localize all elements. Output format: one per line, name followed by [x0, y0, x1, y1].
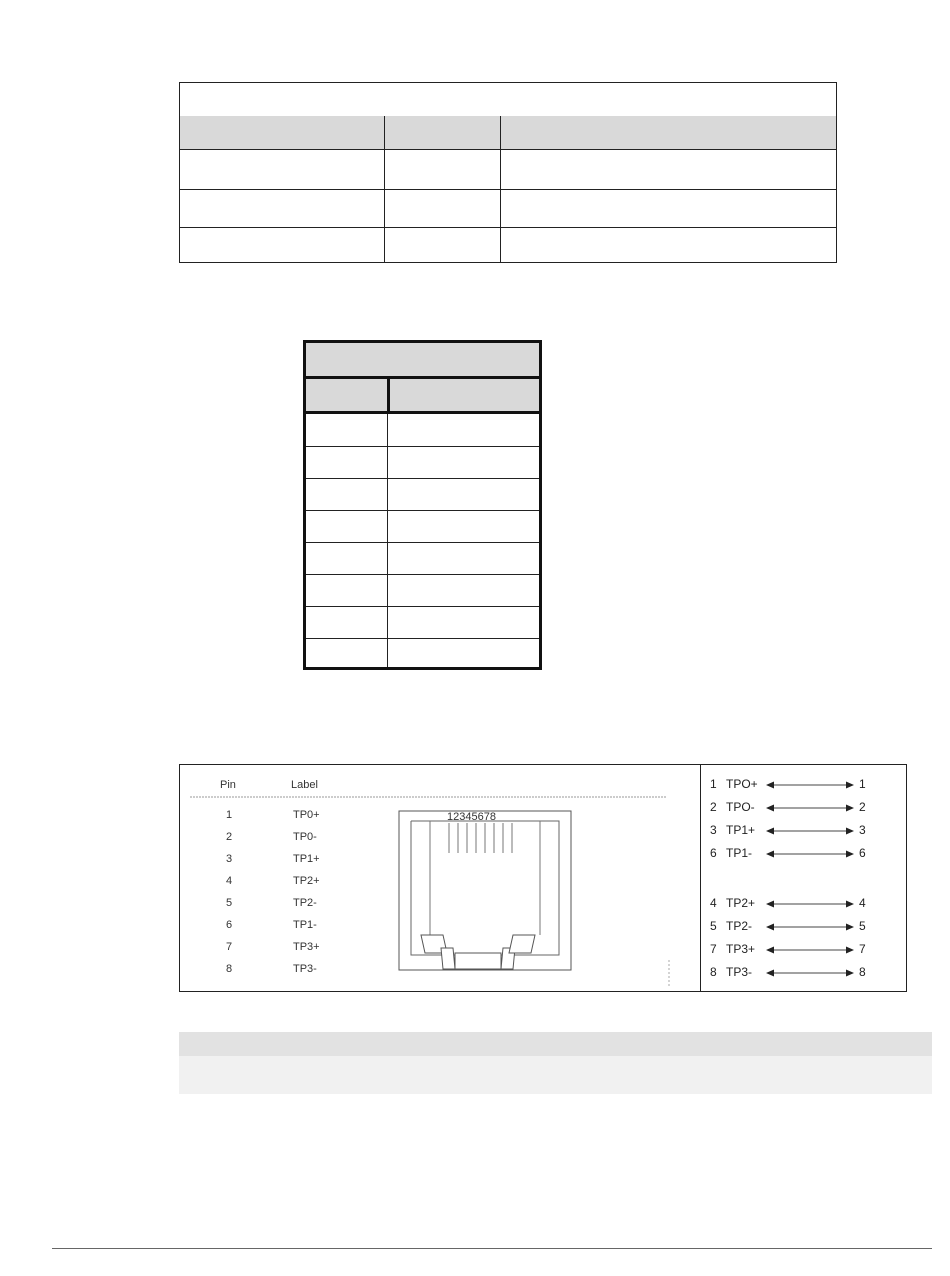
- wire-signal-label: TP1+: [726, 823, 756, 837]
- table-one-row-divider: [180, 189, 836, 190]
- wire-signal-label: TP1-: [726, 846, 753, 860]
- header-underline: [190, 795, 670, 799]
- table-two: [303, 340, 542, 670]
- wire-right-pin: 2: [859, 800, 866, 814]
- wire-right-pin: 3: [859, 823, 866, 837]
- wire-left-pin: 4: [710, 896, 717, 910]
- pin-number: 1: [226, 809, 233, 821]
- wire-signal-label: TP3+: [726, 942, 756, 956]
- pin-number: 2: [226, 831, 233, 843]
- pin-label: TP3-: [293, 963, 317, 975]
- pin-number: 6: [226, 919, 233, 931]
- wire-signal-label: TP2+: [726, 896, 756, 910]
- pin-column-header: Pin: [220, 779, 236, 791]
- pin-number: 7: [226, 941, 233, 953]
- pin-label: TP0-: [293, 831, 317, 843]
- table-two-title-row: [306, 343, 539, 379]
- table-one-title-row: [180, 83, 836, 117]
- label-column-header: Label: [291, 779, 318, 791]
- pin-label: TP0+: [293, 809, 320, 821]
- wire-left-pin: 8: [710, 965, 717, 979]
- rj45-jack-diagram: [385, 805, 585, 975]
- pin-label: TP1+: [293, 853, 320, 865]
- pin-label: TP1-: [293, 919, 317, 931]
- wire-right-pin: 7: [859, 942, 866, 956]
- wire-right-pin: 4: [859, 896, 866, 910]
- double-arrow-icon: [766, 968, 856, 978]
- shaded-body-bar: [179, 1056, 932, 1094]
- double-arrow-icon: [766, 899, 856, 909]
- table-two-row-divider: [306, 510, 539, 511]
- rj45-pinout-figure: [179, 764, 907, 992]
- table-two-row-divider: [306, 478, 539, 479]
- pin-number: 5: [226, 897, 233, 909]
- wire-left-pin: 7: [710, 942, 717, 956]
- table-two-column-divider: [387, 379, 388, 667]
- wire-right-pin: 5: [859, 919, 866, 933]
- table-one-header-row: [180, 116, 836, 150]
- pin-label: TP2+: [293, 875, 320, 887]
- wire-left-pin: 1: [710, 777, 717, 791]
- double-arrow-icon: [766, 849, 856, 859]
- wire-right-pin: 1: [859, 777, 866, 791]
- double-arrow-icon: [766, 922, 856, 932]
- wire-signal-label: TPO-: [726, 800, 755, 814]
- wire-left-pin: 2: [710, 800, 717, 814]
- double-arrow-icon: [766, 945, 856, 955]
- wire-right-pin: 6: [859, 846, 866, 860]
- tick-mark: [667, 960, 671, 990]
- wire-right-pin: 8: [859, 965, 866, 979]
- shaded-header-bar: [179, 1032, 932, 1056]
- jack-pin-numbers: 12345678: [447, 811, 496, 823]
- double-arrow-icon: [766, 803, 856, 813]
- table-two-header-row: [306, 379, 539, 414]
- table-two-row-divider: [306, 542, 539, 543]
- wire-left-pin: 6: [710, 846, 717, 860]
- wire-signal-label: TPO+: [726, 777, 758, 791]
- wire-signal-label: TP2-: [726, 919, 753, 933]
- pin-number: 4: [226, 875, 233, 887]
- table-two-row-divider: [306, 606, 539, 607]
- double-arrow-icon: [766, 780, 856, 790]
- pin-number: 8: [226, 963, 233, 975]
- table-one: [179, 82, 837, 263]
- table-two-row-divider: [306, 574, 539, 575]
- pin-label: TP3+: [293, 941, 320, 953]
- wire-left-pin: 5: [710, 919, 717, 933]
- table-one-row-divider: [180, 227, 836, 228]
- wire-left-pin: 3: [710, 823, 717, 837]
- wire-signal-label: TP3-: [726, 965, 753, 979]
- footer-rule: [52, 1248, 932, 1249]
- pin-label: TP2-: [293, 897, 317, 909]
- table-two-row-divider: [306, 446, 539, 447]
- table-one-column-divider: [384, 116, 385, 262]
- pin-number: 3: [226, 853, 233, 865]
- table-two-row-divider: [306, 638, 539, 639]
- table-two-header-divider: [387, 379, 390, 414]
- double-arrow-icon: [766, 826, 856, 836]
- figure-divider: [700, 765, 701, 991]
- table-one-column-divider: [500, 116, 501, 262]
